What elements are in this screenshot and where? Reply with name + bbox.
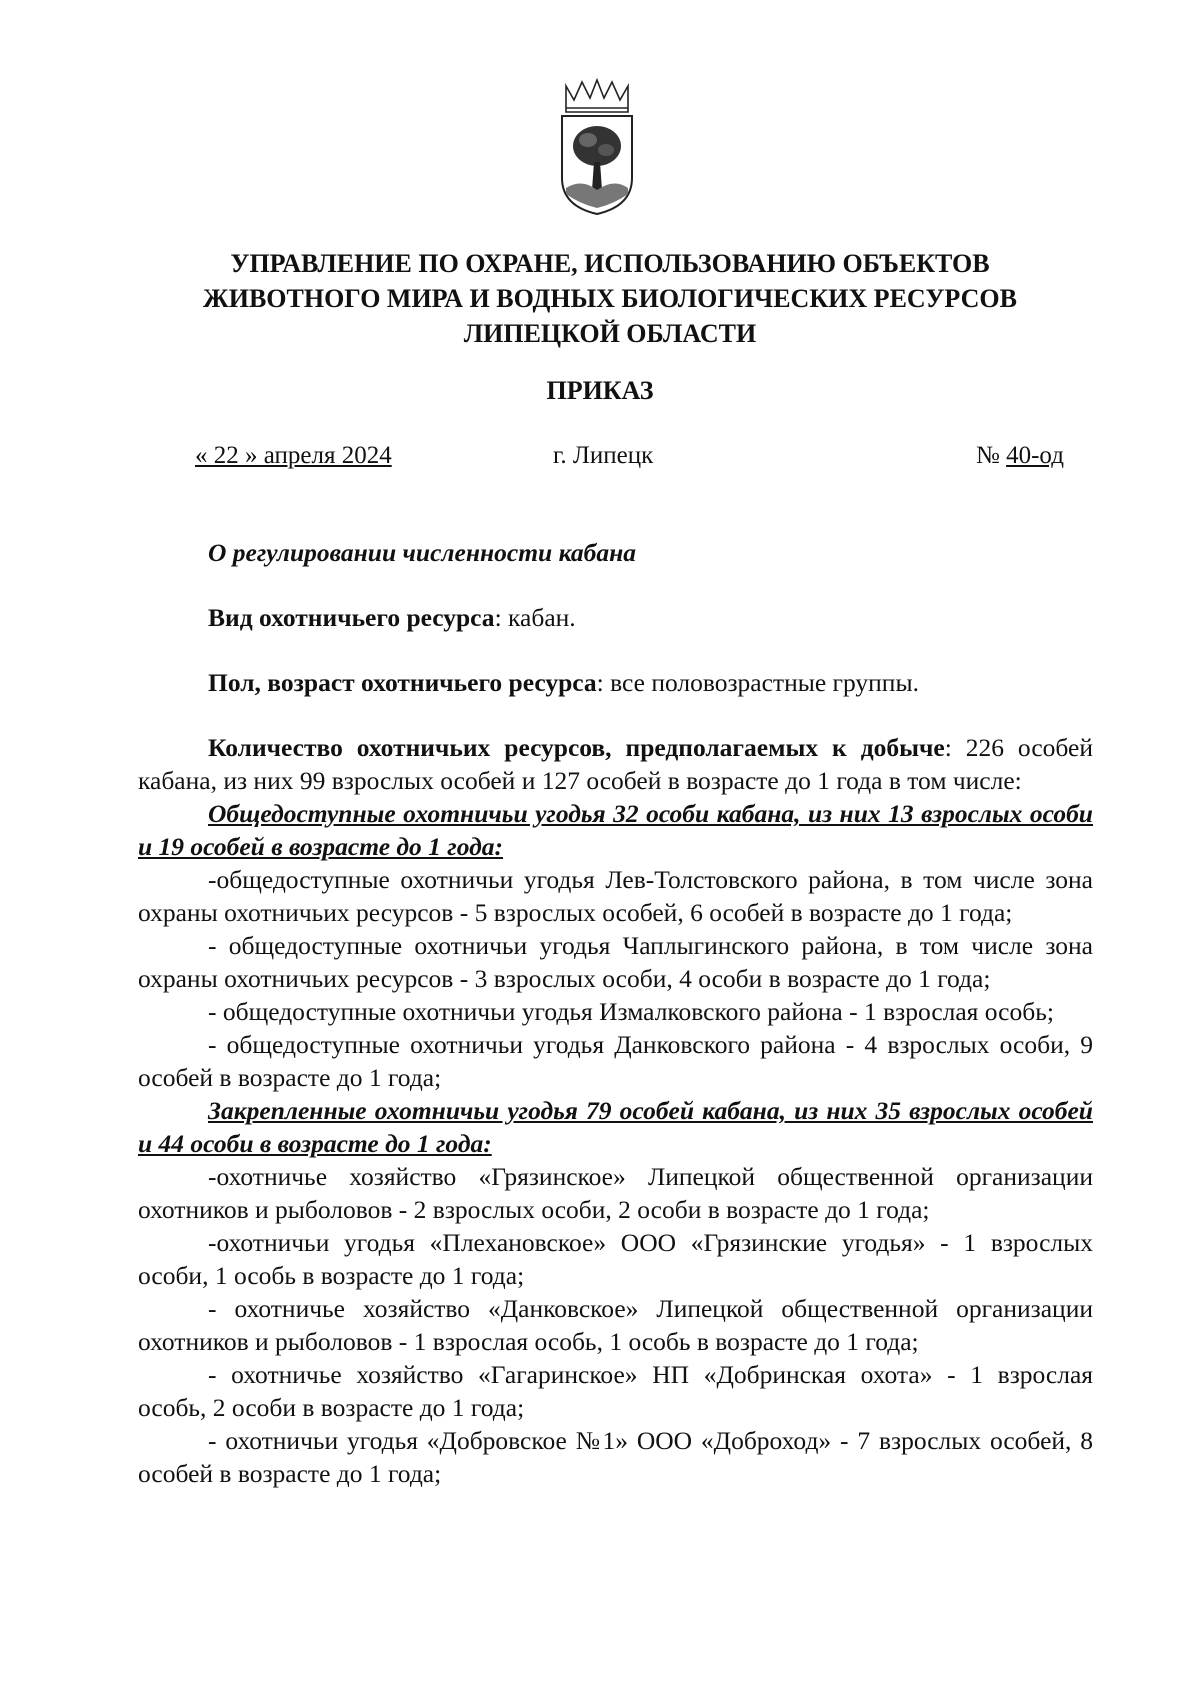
list-item: -общедоступные охотничьи угодья Лев-Толстовского района, в том числе зона охраны охотничьих ресурсов - 5 взрослых особей, 6 особей в возрасте до 1 года;	[138, 865, 1093, 927]
list-item: - охотничье хозяйство «Данковское» Липецкой общественной организации охотников и рыболовов - 1 взрослая особь, 1 особь в возрасте до 1 года;	[138, 1294, 1093, 1356]
subject-line: О регулировании численности кабана	[208, 538, 637, 567]
org-line-3: ЛИПЕЦКОЙ ОБЛАСТИ	[463, 319, 757, 348]
number-prefix: №	[976, 442, 1007, 469]
list-item: - охотничьи угодья «Добровское №1» ООО «Доброход» - 7 взрослых особей, 8 особей в возрасте до 1 года;	[138, 1426, 1093, 1488]
document-type: ПРИКАЗ	[546, 376, 654, 405]
sexage-value: : все половозрастные группы.	[596, 668, 919, 697]
list-item: - охотничье хозяйство «Гагаринское» НП «Добринская охота» - 1 взрослая особь, 2 особи в возрасте до 1 года;	[138, 1360, 1093, 1422]
species-paragraph	[138, 601, 1093, 634]
order-city: г. Липецк	[553, 442, 654, 469]
quantity-value: : 226 особей кабана, из них 99 взрослых особей и 127 особей в возрасте до 1 года в том числе:	[138, 733, 1093, 795]
order-number	[976, 442, 1064, 470]
sexage-paragraph	[138, 666, 1093, 699]
quantity-label: Количество охотничьих ресурсов, предполагаемых к добыче	[208, 733, 945, 762]
number-value: 40-од	[1006, 442, 1064, 469]
species-value: : кабан.	[494, 603, 576, 632]
coat-of-arms-icon	[558, 78, 636, 218]
list-item: - общедоступные охотничьи угодья Измалковского района - 1 взрослая особь;	[208, 997, 1054, 1026]
public-section-heading: Общедоступные охотничьи угодья 32 особи кабана, из них 13 взрослых особи и 19 особей в возрасте до 1 года:	[138, 799, 1093, 861]
quantity-paragraph	[138, 731, 1093, 797]
org-line-1: УПРАВЛЕНИЕ ПО ОХРАНЕ, ИСПОЛЬЗОВАНИЮ ОБЪЕКТОВ	[230, 249, 990, 278]
assigned-section-heading: Закрепленные охотничьи угодья 79 особей кабана, из них 35 взрослых особей и 44 особи в возрасте до 1 года:	[138, 1096, 1093, 1158]
sexage-label: Пол, возраст охотничьего ресурса	[208, 668, 597, 697]
species-label: Вид охотничьего ресурса	[208, 603, 495, 632]
list-item: - общедоступные охотничьи угодья Данковского района - 4 взрослых особи, 9 особей в возрасте до 1 года;	[138, 1030, 1093, 1092]
list-item: -охотничьи угодья «Плехановское» ООО «Грязинские угодья» - 1 взрослых особи, 1 особь в возрасте до 1 года;	[138, 1228, 1093, 1290]
document-body	[138, 536, 1093, 1490]
org-line-2: ЖИВОТНОГО МИРА И ВОДНЫХ БИОЛОГИЧЕСКИХ РЕСУРСОВ	[203, 284, 1017, 313]
order-date: « 22 » апреля 2024	[195, 442, 392, 469]
list-item: -охотничье хозяйство «Грязинское» Липецкой общественной организации охотников и рыболовов - 2 взрослых особи, 2 особи в возрасте до 1 года;	[138, 1162, 1093, 1224]
list-item: - общедоступные охотничьи угодья Чаплыгинского района, в том числе зона охраны охотничьих ресурсов - 3 взрослых особи, 4 особи в возрасте до 1 года;	[138, 931, 1093, 993]
organization-title	[130, 246, 1090, 351]
